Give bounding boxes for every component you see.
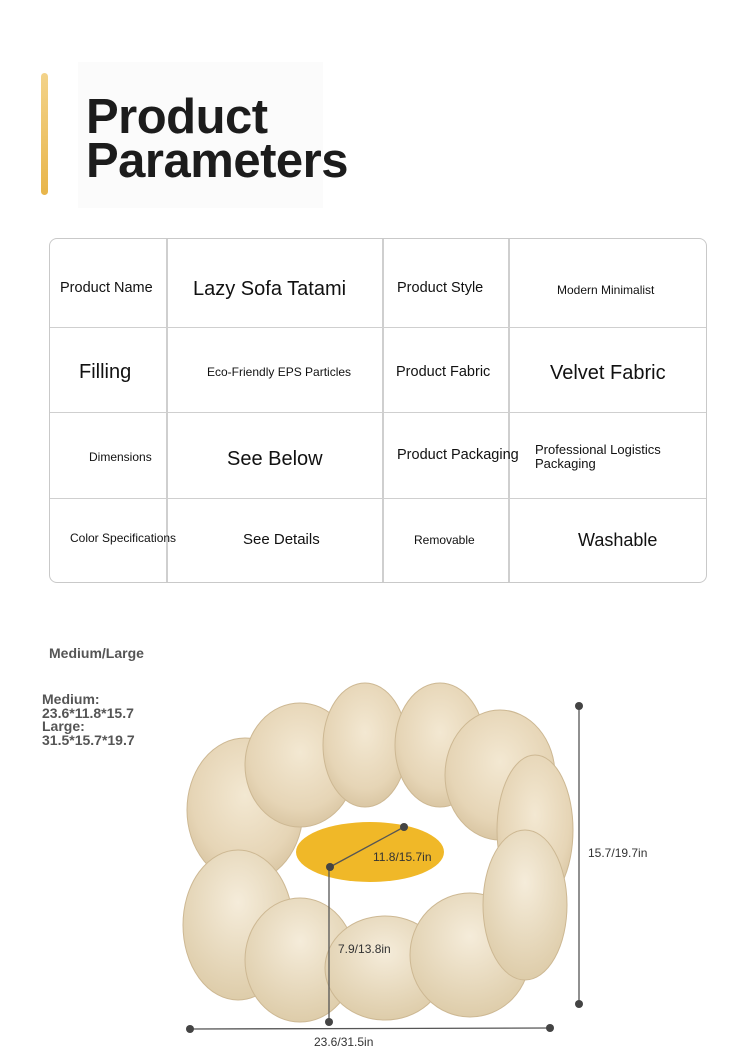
medium-label: Medium: (42, 691, 100, 707)
spec-value-color-specifications: See Details (243, 531, 320, 548)
spec-label-removable: Removable (414, 533, 475, 547)
size-heading: Medium/Large (49, 645, 144, 661)
spec-value-product-packaging: Professional Logistics Packaging (535, 442, 661, 471)
spec-label-product-style: Product Style (397, 280, 484, 296)
spec-label-product-packaging: Product Packaging (397, 447, 519, 463)
spec-value-washable: Washable (578, 530, 658, 550)
large-label: Large: (42, 718, 85, 734)
seat-height-label: 7.9/13.8in (338, 942, 391, 956)
large-value: 31.5*15.7*19.7 (42, 731, 135, 748)
spec-label-product-name: Product Name (60, 280, 153, 296)
spec-label-product-fabric: Product Fabric (396, 364, 491, 380)
seat-depth-label: 11.8/15.7in (373, 850, 432, 864)
spec-label-color-specifications: Color Specifications (70, 531, 177, 545)
spec-value-product-name: Lazy Sofa Tatami (193, 278, 347, 300)
page-title-line-1: Product (86, 90, 268, 144)
medium-value: 23.6*11.8*15.7 (42, 704, 134, 721)
spec-value-product-style: Modern Minimalist (557, 283, 655, 297)
width-label: 23.6/31.5in (314, 1035, 374, 1049)
spec-value-dimensions: See Below (227, 448, 323, 470)
total-height-label: 15.7/19.7in (588, 846, 648, 860)
spec-label-dimensions: Dimensions (89, 450, 152, 464)
page-title-line-2: Parameters (86, 134, 348, 188)
spec-value-product-fabric: Velvet Fabric (550, 362, 666, 384)
spec-value-filling: Eco-Friendly EPS Particles (207, 365, 352, 379)
spec-label-filling: Filling (79, 361, 132, 383)
